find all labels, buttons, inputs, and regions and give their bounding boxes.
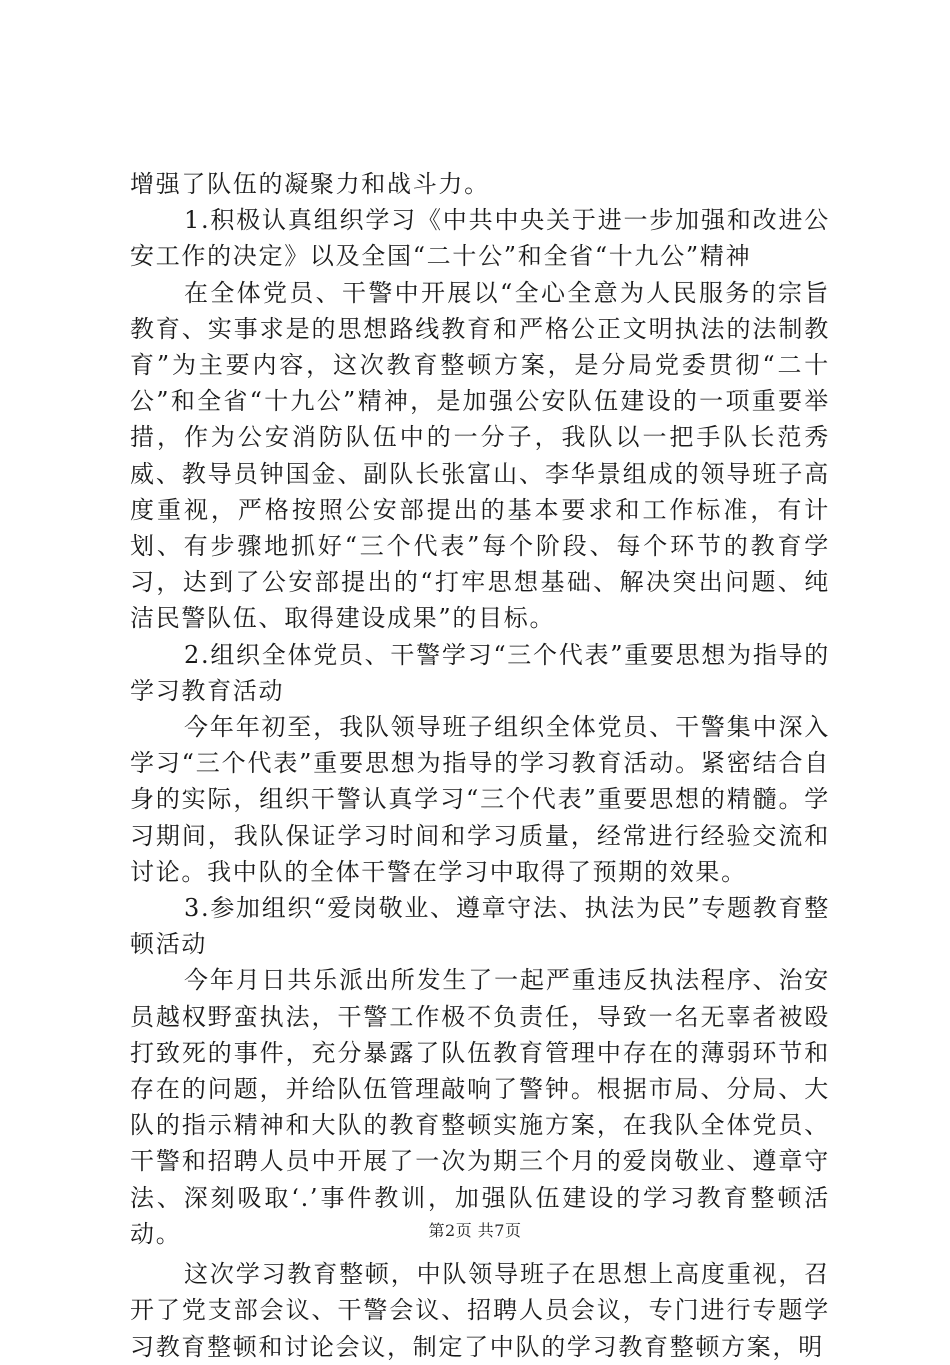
paragraph-body-2: 今年年初至，我队领导班子组织全体党员、干警集中深入学习“三个代表”重要思想为指导的学习教育活动。紧密结合自身的实际，组织干警认真学习“三个代表”重要思想的精髓。学习期间，我队保证学习时间和学习质量，经常进行经验交流和讨论。我中队的全体干警在学习中取得了预期的效果。 [130, 713, 830, 886]
paragraph-body-1: 在全体党员、干警中开展以“全心全意为人民服务的宗旨教育、实事求是的思想路线教育和严格公正文明执法的法制教育”为主要内容，这次教育整顿方案，是分局党委贯彻“二十公”和全省“十九公”精神，是加强公安队伍建设的一项重要举措，作为公安消防队伍中的一分子，我队以一把手队长范秀威、教导员钟国金、副队长张富山、李华景组成的领导班子高度重视，严格按照公安部提出的基本要求和工作标准，有计划、有步骤地抓好“三个代表”每个阶段、每个环节的教育学习，达到了公安部提出的“打牢思想基础、解决突出问题、纯洁民警队伍、取得建设成果”的目标。 [130, 278, 830, 633]
section-heading-3: 3.参加组织“爱岗敬业、遵章守法、执法为民”专题教育整顿活动 [130, 894, 830, 959]
page-number-footer: 第2页 共7页 [428, 1221, 522, 1240]
paragraph-body-4: 这次学习教育整顿，中队领导班子在思想上高度重视，召开了党支部会议、干警会议、招聘人员会议，专门进行专题学习教育整顿和讨论会议，制定了中队的学习教育整顿方案，明 [130, 1260, 830, 1361]
paragraph-body-3: 今年月日共乐派出所发生了一起严重违反执法程序、治安员越权野蛮执法，干警工作极不负责任，导致一名无辜者被殴打致死的事件，充分暴露了队伍教育管理中存在的薄弱环节和存在的问题，并给队伍管理敲响了警钟。根据市局、分局、大队的指示精神和大队的教育整顿实施方案，在我队全体党员、干警和招聘人员中开展了一次为期三个月的爱岗敬业、遵章守法、深刻吸取‘.’事件教训，加强队伍建设的学习教育整顿活动。 [130, 966, 830, 1248]
paragraph-continuation: 增强了队伍的凝聚力和战斗力。 [130, 170, 490, 198]
document-body [130, 166, 830, 1365]
section-heading-2: 2.组织全体党员、干警学习“三个代表”重要思想为指导的学习教育活动 [130, 640, 830, 705]
section-heading-1: 1.积极认真组织学习《中共中央关于进一步加强和改进公安工作的决定》以及全国“二十公”和全省“十九公”精神 [130, 206, 830, 271]
